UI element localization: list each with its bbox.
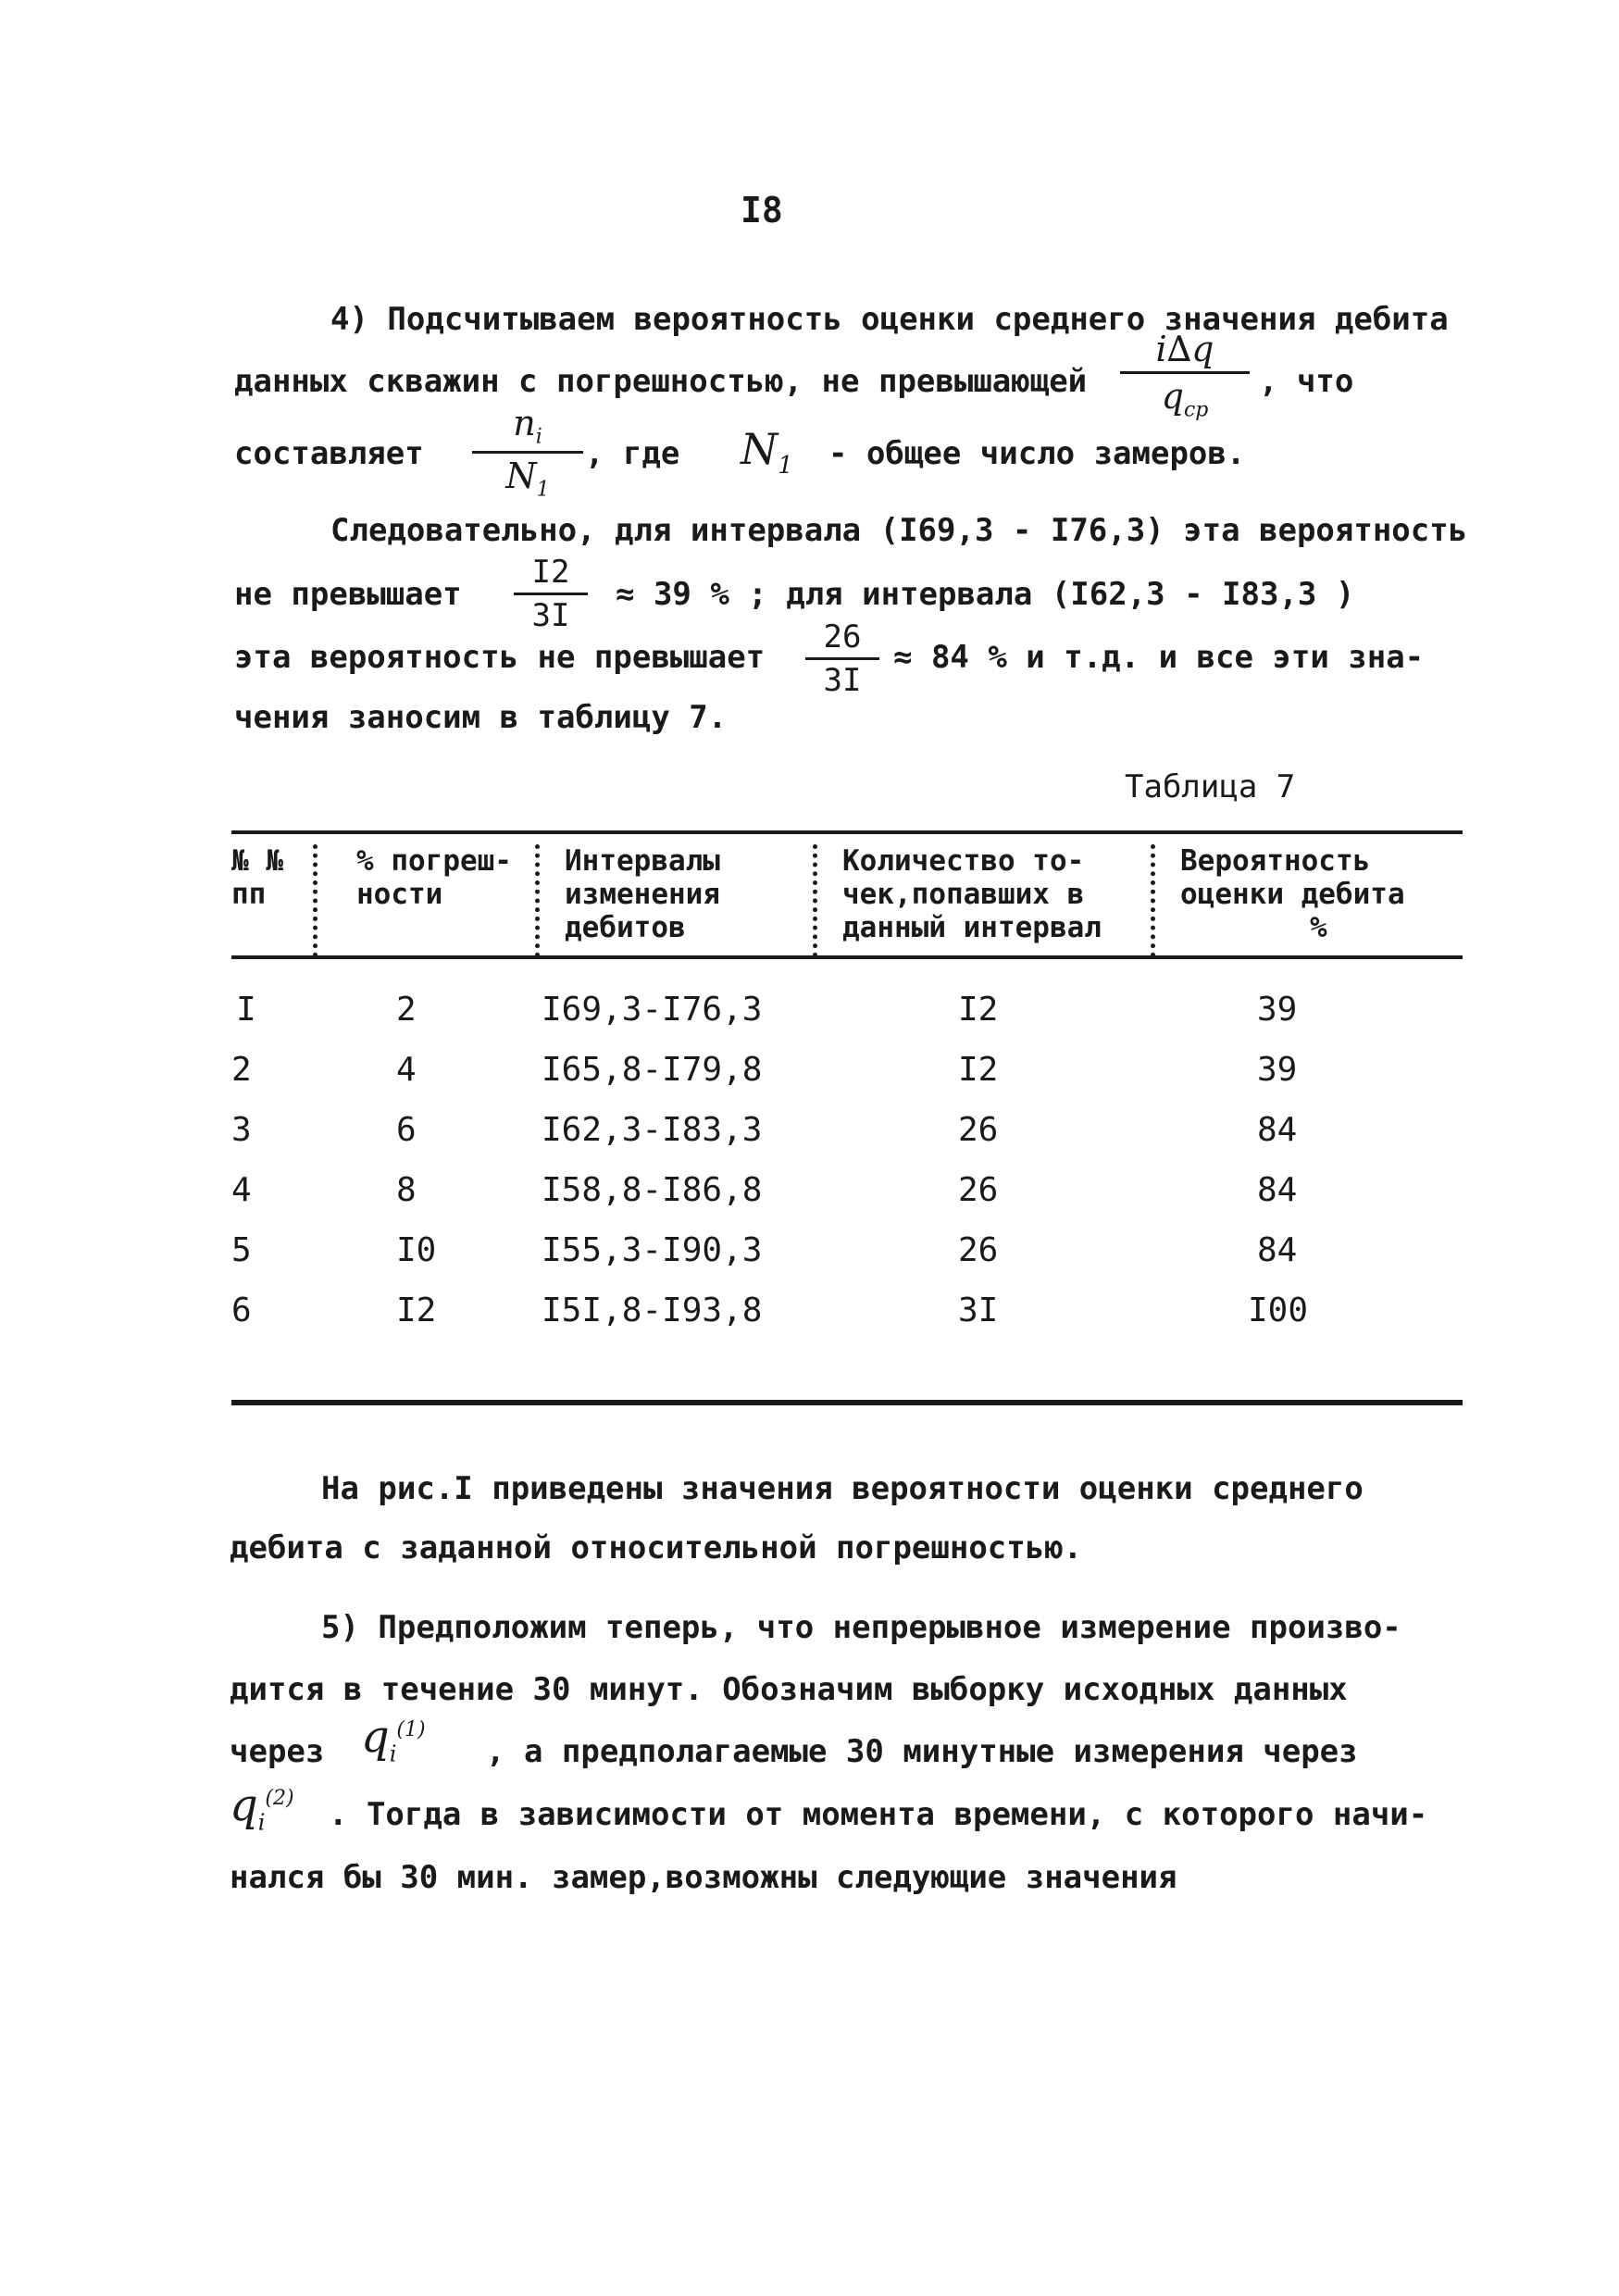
fraction-12-over-31: I2 3I bbox=[514, 554, 588, 634]
para4-line4: . Тогда в зависимости от момента времени, с которого начи- bbox=[329, 1796, 1428, 1833]
table-row: 4 8 I58,8-I86,8 26 84 bbox=[231, 1171, 1298, 1209]
para4-line5: нался бы 30 мин. замер,возможны следующие значения bbox=[230, 1859, 1177, 1896]
col-separator bbox=[535, 844, 540, 957]
para2-line3b: ≈ 84 % и т.д. и все эти зна- bbox=[893, 639, 1425, 676]
para1-line2a: данных скважин с погрешностью, не превышающей bbox=[234, 363, 1088, 400]
fraction-ni-over-n1: $n_i$ $N_1$ bbox=[472, 403, 583, 501]
table-bottom-rule bbox=[231, 1400, 1463, 1405]
para2-line2a: не превышает bbox=[234, 576, 462, 613]
q-i-2-symbol: $q_i^{(2)}$ bbox=[230, 1779, 294, 1836]
header-col-number: № № пп bbox=[231, 844, 283, 911]
table-caption: Таблица 7 bbox=[1125, 768, 1296, 805]
para1-line2b: , что bbox=[1259, 363, 1354, 400]
col-separator bbox=[1151, 844, 1155, 957]
table-header-rule bbox=[231, 955, 1463, 959]
para4-line3a: через bbox=[230, 1733, 325, 1770]
header-col-point-count: Количество то- чек,попавших в данный интервал bbox=[842, 844, 1102, 944]
para3-line2: дебита с заданной относительной погрешностью. bbox=[230, 1529, 1083, 1566]
header-col-probability: Вероятность оценки дебита % bbox=[1180, 844, 1405, 944]
para2-line1: Следовательно, для интервала (I69,3 - I76,3) эта вероятность bbox=[330, 512, 1468, 549]
para1-line1: 4) Подсчитываем вероятность оценки среднего значения дебита bbox=[330, 301, 1449, 338]
para4-line1: 5) Предположим теперь, что непрерывное измерение произво- bbox=[321, 1609, 1401, 1646]
header-col-intervals: Интервалы изменения дебитов bbox=[565, 844, 720, 944]
para2-line4: чения заносим в таблицу 7. bbox=[234, 699, 728, 736]
col-separator bbox=[313, 844, 318, 957]
para1-line3a: составляет bbox=[234, 435, 424, 472]
para1-line3c: - общее число замеров. bbox=[828, 435, 1246, 472]
page-number: I8 bbox=[741, 190, 783, 231]
q-i-1-symbol: $q_i^{(1)}$ bbox=[361, 1711, 426, 1767]
table-row: 2 4 I65,8-I79,8 I2 39 bbox=[231, 1051, 1298, 1089]
para4-line2: дится в течение 30 минут. Обозначим выборку исходных данных bbox=[230, 1671, 1348, 1708]
fraction-26-over-31: 26 3I bbox=[805, 618, 879, 699]
table-row: I 2 I69,3-I76,3 I2 39 bbox=[236, 991, 1298, 1029]
col-separator bbox=[813, 844, 817, 957]
table-top-rule bbox=[231, 830, 1463, 834]
para2-line2b: ≈ 39 % ; для интервала (I62,3 - I83,3 ) bbox=[616, 576, 1355, 613]
header-col-error-percent: % погреш- ности bbox=[356, 844, 512, 911]
para3-line1: На рис.I приведены значения вероятности оценки среднего bbox=[321, 1470, 1364, 1507]
para1-line3b: , где bbox=[585, 435, 680, 472]
para4-line3b: , а предполагаемые 30 минутные измерения через bbox=[486, 1733, 1358, 1770]
fraction-i-dq-over-qcp: i∆q $q_{ср}$ bbox=[1120, 329, 1250, 422]
table-row: 3 6 I62,3-I83,3 26 84 bbox=[231, 1111, 1298, 1149]
table-row: 5 I0 I55,3-I90,3 26 84 bbox=[231, 1231, 1298, 1269]
table-row: 6 I2 I5I,8-I93,8 3I I00 bbox=[231, 1292, 1309, 1329]
n1-symbol: $N_1$ bbox=[741, 424, 793, 480]
para2-line3a: эта вероятность не превышает bbox=[234, 639, 766, 676]
